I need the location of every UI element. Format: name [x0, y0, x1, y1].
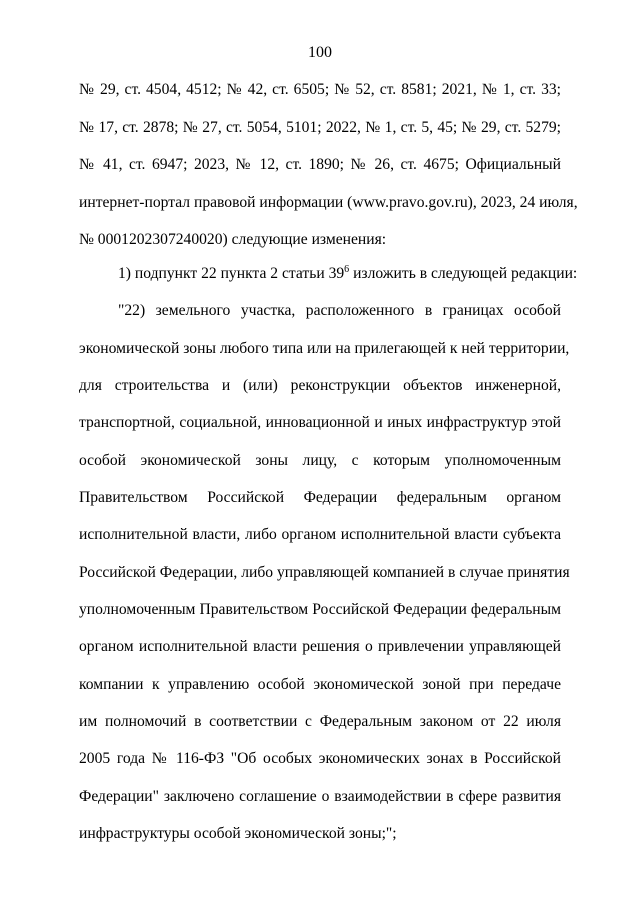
- amendment-item-text: 1) подпункт 22 пункта 2 статьи 39: [118, 265, 345, 282]
- article-superscript: 6: [344, 264, 350, 275]
- text-line: "22) земельного участка, расположенного в границах особой: [118, 302, 561, 319]
- text-line: инфраструктуры особой экономической зоны;";: [79, 825, 397, 842]
- text-line: транспортной, социальной, инновационной и иных инфраструктур этой: [79, 414, 561, 431]
- page-number: 100: [308, 44, 332, 61]
- text-line: им полномочий в соответствии с Федеральным законом от 22 июля: [79, 713, 561, 730]
- text-line: органом исполнительной власти решения о привлечении управляющей: [79, 638, 561, 655]
- text-line: компании к управлению особой экономической зоной при передаче: [79, 676, 561, 693]
- text-line: исполнительной власти, либо органом исполнительной власти субъекта: [79, 526, 561, 543]
- text-line: особой экономической зоны лицу, с которым уполномоченным: [79, 452, 561, 469]
- text-line: экономической зоны любого типа или на прилегающей к ней территории,: [79, 340, 570, 357]
- text-line: № 17, ст. 2878; № 27, ст. 5054, 5101; 2022, № 1, ст. 5, 45; № 29, ст. 5279;: [79, 119, 561, 136]
- text-line: № 0001202307240020) следующие изменения:: [79, 231, 387, 248]
- text-line: Федерации" заключено соглашение о взаимодействии в сфере развития: [79, 788, 561, 805]
- amendment-item: [118, 264, 578, 284]
- text-line: 2005 года № 116-ФЗ "Об особых экономических зонах в Российской: [79, 750, 561, 767]
- text-line: интернет-портал правовой информации (www.pravo.gov.ru), 2023, 24 июля,: [79, 194, 578, 211]
- amendment-item-text-end: изложить в следующей редакции:: [349, 265, 578, 282]
- text-line: для строительства и (или) реконструкции объектов инженерной,: [79, 377, 561, 394]
- text-line: Российской Федерации, либо управляющей компанией в случае принятия: [79, 564, 570, 581]
- text-line: Правительством Российской Федерации федеральным органом: [79, 489, 561, 506]
- text-line: уполномоченным Правительством Российской Федерации федеральным: [79, 601, 561, 618]
- text-line: № 29, ст. 4504, 4512; № 42, ст. 6505; № 52, ст. 8581; 2021, № 1, ст. 33;: [79, 81, 561, 98]
- text-line: № 41, ст. 6947; 2023, № 12, ст. 1890; № 26, ст. 4675; Официальный: [79, 156, 561, 173]
